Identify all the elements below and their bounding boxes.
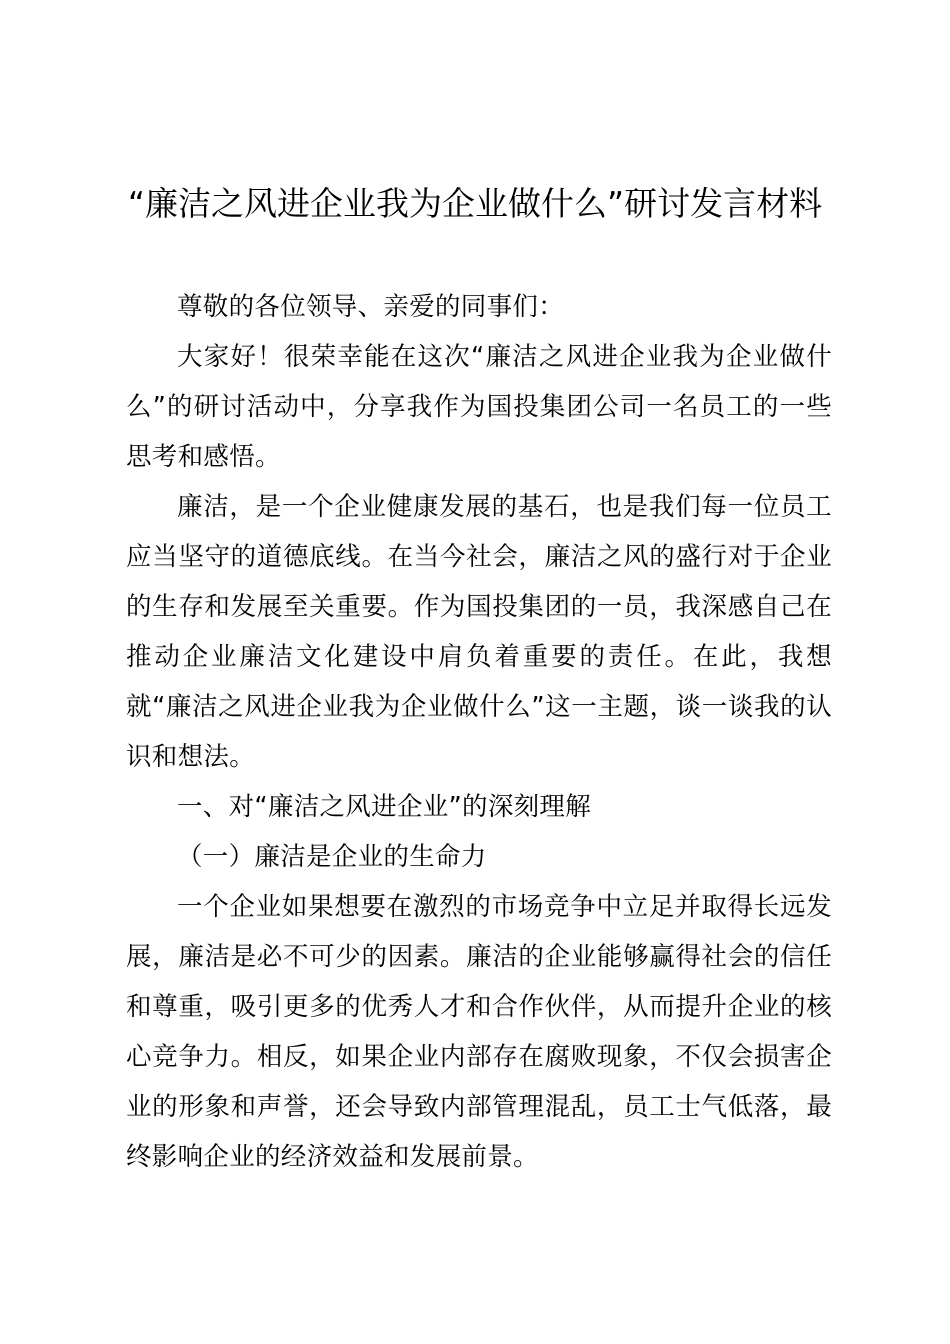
- section-heading: 一、对“廉洁之风进企业”的深刻理解: [177, 792, 592, 822]
- document-body: [126, 282, 832, 1182]
- body-paragraph: 一个企业如果想要在激烈的市场竞争中立足并取得长远发展，廉洁是必不可少的因素。廉洁的企业能够赢得社会的信任和尊重，吸引更多的优秀人才和合作伙伴，从而提升企业的核心竞争力。相反，如果企业内部存在腐败现象，不仅会损害企业的形象和声誉，还会导致内部管理混乱，员工士气低落，最终影响企业的经济效益和发展前景。: [126, 892, 832, 1172]
- salutation-paragraph: 尊敬的各位领导、亲爱的同事们：: [177, 292, 565, 322]
- subsection-heading: （一）廉洁是企业的生命力: [177, 842, 487, 872]
- document-title: “廉洁之风进企业我为企业做什么”研讨发言材料: [127, 184, 823, 223]
- intro-paragraph: 廉洁，是一个企业健康发展的基石，也是我们每一位员工应当坚守的道德底线。在当今社会，廉洁之风的盛行对于企业的生存和发展至关重要。作为国投集团的一员，我深感自己在推动企业廉洁文化建设中肩负着重要的责任。在此，我想就“廉洁之风进企业我为企业做什么”这一主题，谈一谈我的认识和想法。: [126, 492, 832, 772]
- greeting-paragraph: 大家好！很荣幸能在这次“廉洁之风进企业我为企业做什么”的研讨活动中，分享我作为国投集团公司一名员工的一些思考和感悟。: [126, 342, 832, 472]
